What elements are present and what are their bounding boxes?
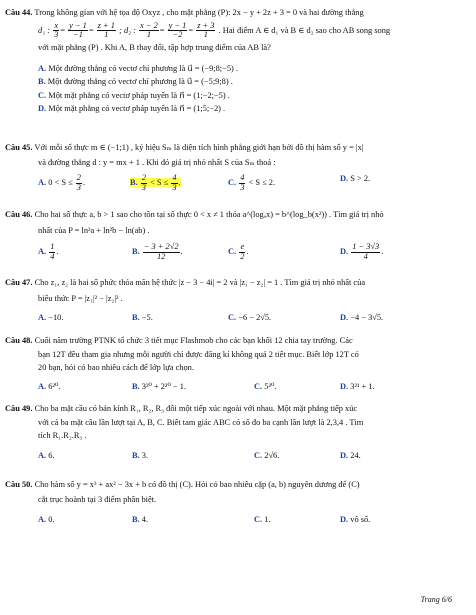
- option-c[interactable]: C. $\frac{4}{3}$ < S ≤ 2.: [228, 173, 276, 192]
- question-46: Câu 46. Cho hai số thực a, b > 1 sao cho tồn tại số thực 0 < x ≠ 1 thỏa a^(logₐx) = b^(log_b(x²)) . Tìm giá trị nhỏ nhất của P = ln²a + ln²b − ln(ab) . A. $\frac{1}{4}$ . B. $\frac{- 3 + 2√2}{12}$ . C. $\frac{e}{2}$ . D. $\frac{1 - 3√3}{4}$ .: [38, 210, 450, 267]
- option-a[interactable]: A. 6.: [38, 450, 55, 460]
- question-stem: Cho hàm số y = x³ + ax² − 3x + b có đồ thị (C). Hỏi có bao nhiêu cặp (a, b) nguyên dương để (C): [34, 480, 360, 489]
- option-b[interactable]: B. $\frac{2}{3}$ < S ≤ $\frac{4}{3}$ .: [130, 173, 181, 192]
- options: [38, 174, 450, 196]
- question-stem: Cho hai số thực a, b > 1 sao cho tồn tại số thực 0 < x ≠ 1 thỏa a^(logₐx) = b^(log_b(x²)) . Tìm giá trị nhỏ: [34, 210, 384, 219]
- option-c[interactable]: C. Một mặt phẳng có vectơ pháp tuyến là n⃗ = (1;−2;−5) .: [38, 90, 230, 100]
- option-b[interactable]: B. 4.: [132, 515, 149, 524]
- option-c[interactable]: C. $\frac{e}{2}$ .: [228, 242, 249, 261]
- option-c[interactable]: C. 2√6.: [254, 450, 280, 460]
- options: [38, 64, 450, 115]
- option-b[interactable]: B. 3.: [132, 450, 149, 460]
- question-50: Câu 50. Cho hàm số y = x³ + ax² − 3x + b có đồ thị (C). Hỏi có bao nhiêu cặp (a, b) nguyên dương để (C) cắt trục hoành tại 3 điểm phân biệt. A. 0. B. 4. C. 1. D. vô số.: [38, 480, 450, 529]
- question-45: Câu 45. Với mỗi số thực m ∈ (−1;1) , ký hiệu Sₘ là diện tích hình phẳng giới hạn bởi đồ thị hàm số y = |x| và đường thẳng d : y = mx + 1 . Khi đó giá trị nhỏ nhất S của Sₘ thoả : A. 0 < S ≤ $\frac{2}{3}$ . B. $\frac{2}{3}$ < S ≤ $\frac{4}{3}$ . C. $\frac{4}{3}$ < S ≤ 2. D. S > 2.: [38, 143, 450, 196]
- option-a[interactable]: A. 0 < S ≤ $\frac{2}{3}$ .: [38, 173, 86, 192]
- question-stem: Với mỗi số thực m ∈ (−1;1) , ký hiệu Sₘ là diện tích hình phẳng giới hạn bởi đồ thị hàm số y = |x|: [34, 143, 364, 152]
- question-number: Câu 50.: [5, 480, 33, 489]
- option-c[interactable]: C. 5²⁰.: [254, 381, 277, 391]
- question-number: Câu 47.: [5, 278, 33, 287]
- option-c[interactable]: C. 1.: [254, 515, 271, 524]
- options: [38, 451, 450, 465]
- option-b[interactable]: B. Một đường thẳng có vectơ chỉ phương là u⃗ = (−5;9;8) .: [38, 77, 233, 87]
- option-a[interactable]: A. 6²⁰.: [38, 381, 61, 391]
- page-number: Trang 6/6: [420, 595, 452, 604]
- question-number: Câu 48.: [5, 336, 33, 345]
- option-a[interactable]: A. $\frac{1}{4}$ .: [38, 242, 59, 261]
- option-a[interactable]: A. 0.: [38, 515, 55, 524]
- option-b[interactable]: B. 3²⁰ + 2²⁰ − 1.: [132, 381, 186, 391]
- question-48: Câu 48. Cuối năm trường PTNK tổ chức 3 tiết mục Flashmob cho các bạn khối 12 chia tay trường. Các bạn 12T đều tham gia nhưng mỗi người chỉ được đăng kí không quá 2 tiết mục. Biết lớp 12T có 20 bạn, hỏi có bao nhiêu cách để lớp lựa chọn. A. 6²⁰. B. 3²⁰ + 2²⁰ − 1. C. 5²⁰. D. 3²¹ + 1.: [38, 336, 450, 396]
- question-number: Câu 46.: [5, 210, 33, 219]
- option-b[interactable]: B. −5.: [132, 313, 153, 322]
- options: [38, 515, 450, 529]
- option-d[interactable]: D. −4 − 3√5.: [340, 313, 384, 322]
- options: [38, 382, 450, 396]
- option-a[interactable]: A. −10.: [38, 313, 64, 322]
- option-c[interactable]: C. −6 − 2√5.: [228, 313, 272, 322]
- question-stem: Cho z₁, z₂ là hai số phức thỏa mãn hệ thức |z − 3 − 4i| = 2 và |z₁ − z₂| = 1 . Tìm giá trị nhỏ nhất của: [34, 278, 366, 287]
- question-number: Câu 45.: [5, 143, 33, 152]
- option-d[interactable]: D. vô số.: [340, 515, 371, 524]
- question-number: Câu 49.: [5, 404, 33, 413]
- question-49: Câu 49. Cho ba mặt cầu có bán kính R₁, R₂, R₃ đôi một tiếp xúc ngoài với nhau. Một mặt phẳng tiếp xúc với cả ba mặt cầu lần lượt tại A, B, C. Biết tam giác ABC có số đo ba cạnh lần lượt là 2,3,4 . Tìm tích R₁.R₂.R₃ . A. 6. B. 3. C. 2√6. D. 24.: [38, 404, 450, 465]
- options: [38, 313, 450, 327]
- option-d[interactable]: D. S > 2.: [340, 174, 371, 183]
- line-equations: d₁ : $\frac{x}{3}$ = $\frac{y - 1}{-1}$ = $\frac{z + 1}{1}$ ; d₂ : $\frac{x - 2}{1}$ = $\frac{y - 1}{-2}$ = $\frac{z + 3}{1}$ . Hai điểm A ∈ d₁ và B ∈ d₂ sao cho AB song song: [38, 20, 391, 40]
- question-stem: Cuối năm trường PTNK tổ chức 3 tiết mục Flashmob cho các bạn khối 12 chia tay trường. Các: [34, 336, 353, 345]
- question-number: Câu 44.: [5, 8, 33, 17]
- question-stem: Trong không gian với hệ tọa độ Oxyz , cho mặt phẳng (P): 2x − y + 2z + 3 = 0 và hai đường thẳng: [34, 8, 364, 17]
- question-47: Câu 47. Cho z₁, z₂ là hai số phức thỏa mãn hệ thức |z − 3 − 4i| = 2 và |z₁ − z₂| = 1 . Tìm giá trị nhỏ nhất của biểu thức P = |z₁|² − |z₂|² . A. −10. B. −5. C. −6 − 2√5. D. −4 − 3√5.: [38, 278, 450, 327]
- option-d[interactable]: D. 3²¹ + 1.: [340, 381, 375, 391]
- question-44: Câu 44. Trong không gian với hệ tọa độ Oxyz , cho mặt phẳng (P): 2x − y + 2z + 3 = 0 và hai đường thẳng d₁ : $\frac{x}{3}$ = $\frac{y - 1}{-1}$ = $\frac{z + 1}{1}$ ; d₂ : $\frac{x - 2}{1}$ = $\frac{y - 1}{-2}$ = $\frac{z + 3}{1}$ . Hai điểm A ∈ d₁ và B ∈ d₂ sao cho AB song song với mặt phẳng (P) . Khi A, B thay đổi, tập hợp trung điểm của AB là? A. Một đường thẳng có vectơ chỉ phương là u⃗ = (−9;8;−5) . B. Một đường thẳng có vectơ chỉ phương là u⃗ = (−5;9;8) . C. Một mặt phẳng có vectơ pháp tuyến là n⃗ = (1;−2;−5) . D. Một mặt phẳng có vectơ pháp tuyến là n⃗ = (1;5;−2) .: [38, 8, 450, 115]
- option-d[interactable]: D. $\frac{1 - 3√3}{4}$ .: [340, 242, 384, 261]
- option-a[interactable]: A. Một đường thẳng có vectơ chỉ phương là u⃗ = (−9;8;−5) .: [38, 63, 239, 73]
- option-d[interactable]: D. Một mặt phẳng có vectơ pháp tuyến là n⃗ = (1;5;−2) .: [38, 104, 226, 114]
- options: [38, 243, 450, 267]
- option-d[interactable]: D. 24.: [340, 450, 361, 460]
- option-b[interactable]: B. $\frac{- 3 + 2√2}{12}$ .: [132, 242, 183, 261]
- question-stem: Cho ba mặt cầu có bán kính R₁, R₂, R₃ đôi một tiếp xúc ngoài với nhau. Một mặt phẳng tiếp xúc: [34, 404, 358, 413]
